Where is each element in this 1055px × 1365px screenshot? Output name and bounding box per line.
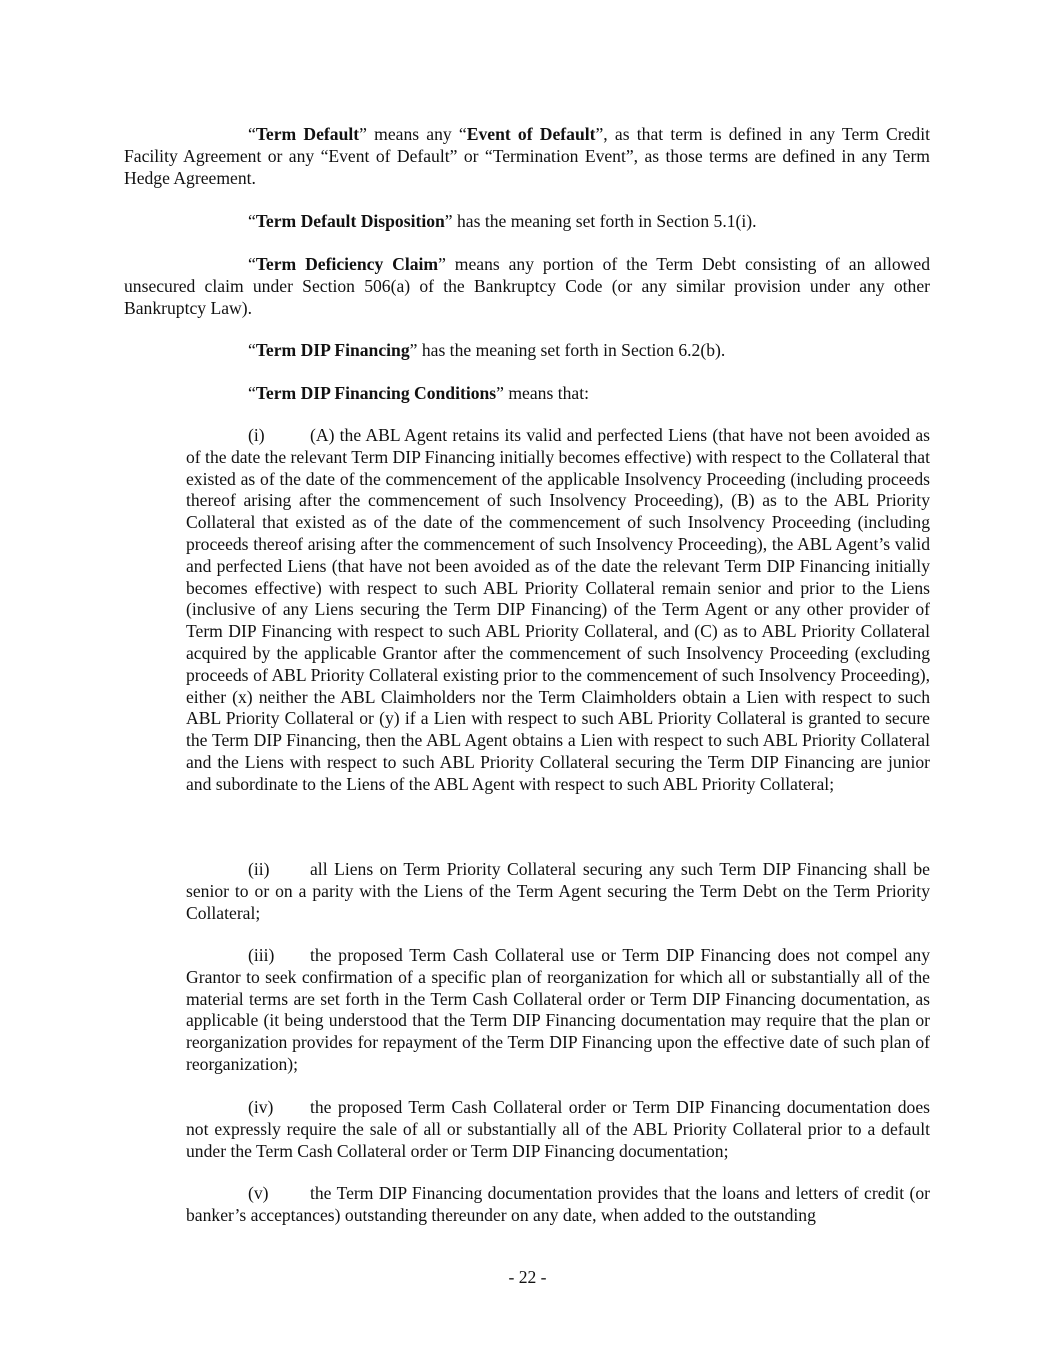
condition-number: (iv) — [248, 1097, 274, 1117]
definition-term-default-disposition — [124, 211, 930, 233]
condition-text: (A) the ABL Agent retains its valid and perfected Liens (that have not been avoided as of the date the relevant Term DIP Financing initially becomes effective) with respect to the Collateral that existed as of the date of the commencement of the applicable Insolvency Proceeding (including proceeds thereof arising after the commencement of such Insolvency Proceeding), (B) as to the ABL Priority Collateral that existed as of the date of the commencement of such Insolvency Proceeding (including proceeds thereof arising after the commencement of such Insolvency Proceeding), the ABL Agent’s valid and perfected Liens (that have not been avoided as of the date the relevant Term DIP Financing initially becomes effective) with respect to such ABL Priority Collateral remain senior and prior to the Liens (inclusive of any Liens securing the Term DIP Financing) of the Term Agent or any other provider of Term DIP Financing with respect to such ABL Priority Collateral, and (C) as to ABL Priority Collateral acquired by the applicable Grantor after the commencement of such Insolvency Proceeding (excluding proceeds of ABL Priority Collateral existing prior to the commencement of such Insolvency Proceeding), either (x) neither the ABL Claimholders nor the Term Claimholders obtain a Lien with respect to such ABL Priority Collateral or (y) if a Lien with respect to such ABL Priority Collateral is granted to secure the Term DIP Financing, then the ABL Agent obtains a Lien with respect to such ABL Priority Collateral and the Liens with respect to such ABL Priority Collateral securing the Term DIP Financing are junior and subordinate to the Liens of the ABL Agent with respect to such ABL Priority Collateral; — [186, 425, 930, 794]
open-quote: “ — [248, 383, 256, 403]
definition-text: means any “ — [366, 124, 467, 144]
defined-term: Term Default — [255, 124, 360, 144]
open-quote: “ — [248, 211, 256, 231]
definition-term-dip-financing-conditions — [124, 383, 930, 405]
definition-text: means that: — [503, 383, 589, 403]
close-quote: ” — [444, 211, 453, 231]
condition-i — [186, 425, 930, 796]
page-number: - 22 - — [508, 1267, 547, 1287]
open-quote: “ — [248, 124, 256, 144]
definition-term-deficiency-claim — [124, 254, 930, 319]
open-quote: “ — [248, 254, 256, 274]
definition-term-dip-financing — [124, 340, 930, 362]
open-quote: “ — [248, 340, 256, 360]
close-quote: ” — [496, 383, 504, 403]
definition-text: ”, as that term is defined in any Term Credit Facility Agreement or any “Event of Default” or “Termination Event”, as those terms are defined in any Term Hedge Agreement. — [124, 124, 930, 188]
condition-text: the Term DIP Financing documentation provides that the loans and letters of credit (or banker’s acceptances) outstanding thereunder on any date, when added to the outstanding — [186, 1183, 930, 1225]
condition-text: the proposed Term Cash Collateral order or Term DIP Financing documentation does not expressly require the sale of all or substantially all of the ABL Priority Collateral prior to a default under the Term Cash Collateral order or Term DIP Financing documentation; — [186, 1097, 930, 1161]
condition-number: (iii) — [248, 945, 275, 965]
close-quote: ” — [409, 340, 418, 360]
definition-text: means any portion of the Term Debt consisting of an allowed unsecured claim under Section 506(a) of the Bankruptcy Code (or any similar provision under any other Bankruptcy Law). — [124, 254, 930, 318]
referenced-term: Event of Default — [466, 124, 596, 144]
definition-text: has the meaning set forth in Section 5.1(i). — [452, 211, 757, 231]
condition-number: (ii) — [248, 859, 270, 879]
condition-text: all Liens on Term Priority Collateral securing any such Term DIP Financing shall be senior to or on a parity with the Liens of the Term Agent securing the Term Debt on the Term Priority Collateral; — [186, 859, 930, 923]
defined-term: Term DIP Financing — [255, 340, 410, 360]
defined-term: Term Deficiency Claim — [255, 254, 439, 274]
definition-text: has the meaning set forth in Section 6.2(b). — [417, 340, 726, 360]
defined-term: Term Default Disposition — [255, 211, 445, 231]
condition-iii — [186, 945, 930, 1076]
defined-term: Term DIP Financing Conditions — [255, 383, 497, 403]
close-quote: ” — [438, 254, 446, 274]
close-quote: ” — [359, 124, 367, 144]
condition-text: the proposed Term Cash Collateral use or Term DIP Financing does not compel any Grantor to seek confirmation of a specific plan of reorganization for which all or substantially all of the material terms are set forth in the Term Cash Collateral order or Term DIP Financing documentation, as applicable (it being understood that the Term DIP Financing documentation may require that the plan or reorganization provides for repayment of the Term DIP Financing upon the effective date of such plan of reorganization); — [186, 945, 930, 1074]
condition-v — [186, 1183, 930, 1227]
condition-number: (v) — [248, 1183, 269, 1203]
condition-number: (i) — [248, 425, 265, 445]
definition-term-default — [124, 124, 930, 189]
condition-ii — [186, 859, 930, 924]
condition-iv — [186, 1097, 930, 1162]
